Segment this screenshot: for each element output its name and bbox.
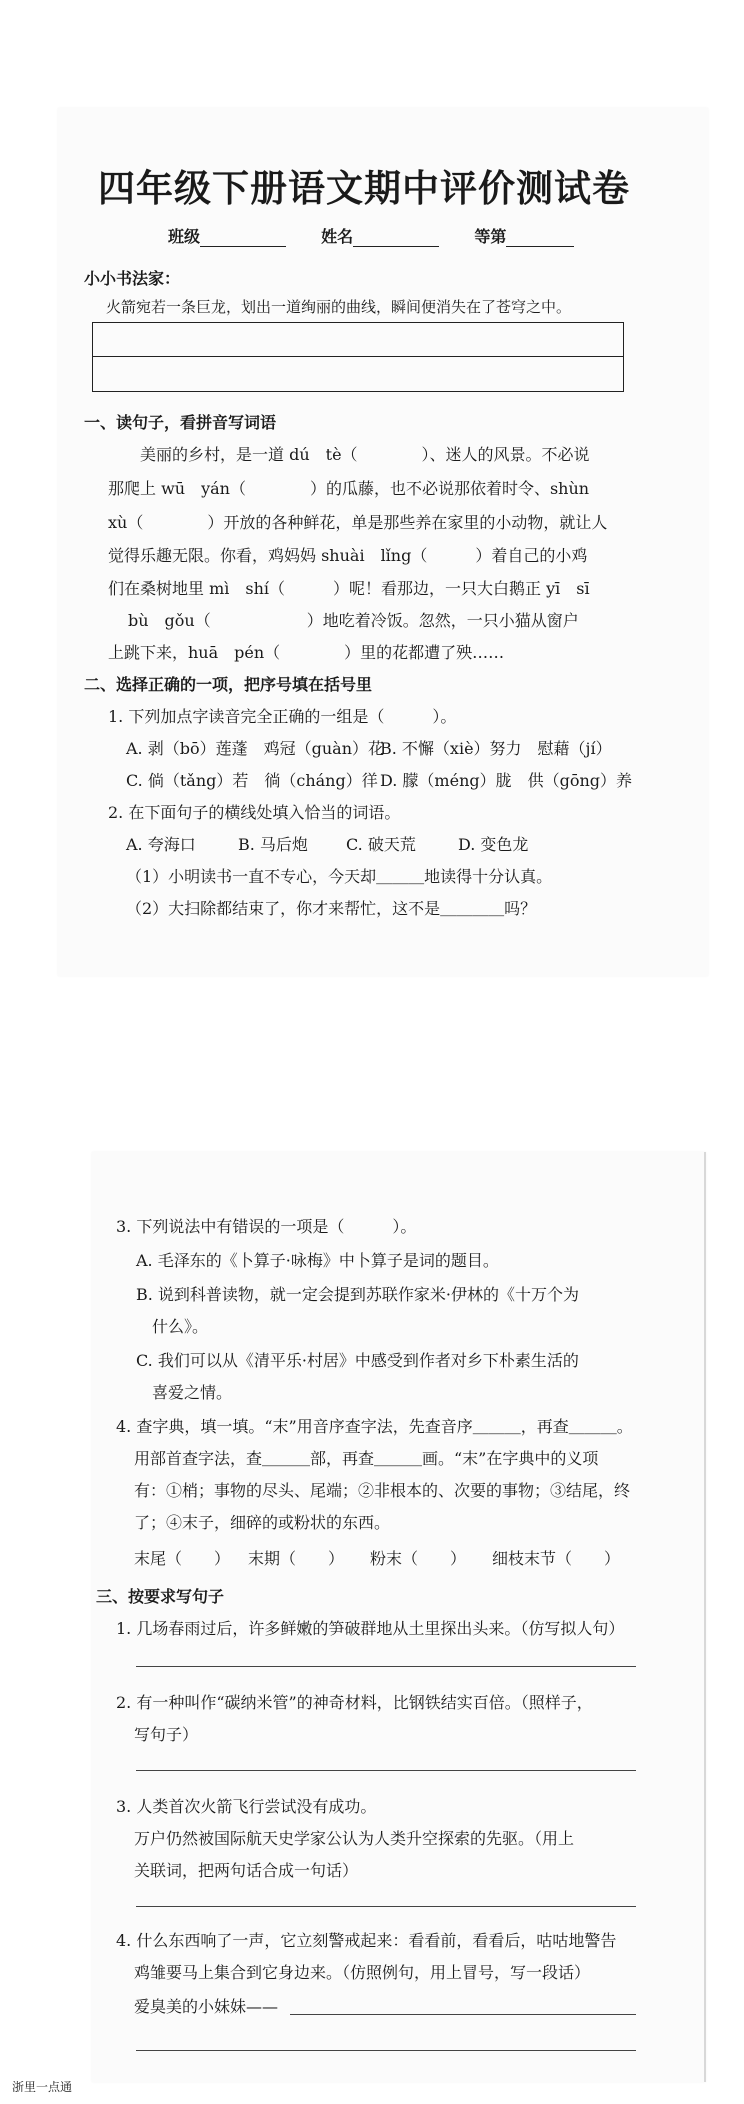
section1-heading: 一、读句子，看拼音写词语 [84,413,277,432]
exam-title: 四年级下册语文期中评价测试卷 [98,167,630,210]
word-option: A. 夸海口 [126,835,196,854]
mc-option: A. 毛泽东的《卜算子·咏梅》中卜算子是词的题目。 [136,1251,499,1270]
meaning-choice: 末尾（ ） [134,1549,231,1568]
meaning-choice: 末期（ ） [248,1549,345,1568]
pinyin-line: 上跳下来，huā pén（ ）里的花都遭了殃…… [108,643,505,662]
dictionary-question: 4. 查字典，填一填。“末”用音序查字法，先查音序＿＿＿，再查＿＿＿。 [116,1417,633,1436]
dictionary-question-cont: 了；④末子，细碎的或粉状的东西。 [134,1513,391,1532]
class-label: 班级 [168,227,201,246]
grade-field[interactable] [506,230,574,247]
pinyin-line: xù（ ）开放的各种鲜花，单是那些养在家里的小动物，就让人 [108,513,608,532]
watermark-text: 浙里一点通 [12,2080,73,2094]
mc-option-cont: 喜爱之情。 [152,1383,233,1402]
pinyin-line: 美丽的乡村，是一道 dú tè（ ）、迷人的风景。不必说 [140,445,590,464]
answer-line[interactable] [136,1666,636,1667]
rewrite-prompt: 爱臭美的小妹妹—— [134,1997,279,2016]
pinyin-line: bù gǒu（ ）地吃着冷饭。忽然，一只小猫从窗户 [128,611,579,630]
rewrite-question-2-cont: 写句子） [134,1725,199,1744]
calligraphy-heading: 小小书法家： [84,269,181,288]
fill-sentence-1: （1）小明读书一直不专心，今天却＿＿＿地读得十分认真。 [126,867,553,886]
mc-option: A. 剥（bō）莲蓬 鸡冠（guàn）花 [126,739,384,758]
word-option: C. 破天荒 [346,835,416,854]
word-option: B. 马后炮 [238,835,308,854]
answer-line[interactable] [290,2014,636,2015]
mc-question-1: 1. 下列加点字读音完全正确的一组是（ ）。 [108,707,457,726]
mc-option-cont: 什么》。 [152,1317,209,1336]
section3-heading: 三、按要求写句子 [96,1587,225,1606]
pinyin-line: 觉得乐趣无限。你看，鸡妈妈 shuài lǐng（ ）着自己的小鸡 [108,546,588,565]
mc-question-2: 2. 在下面句子的横线处填入恰当的词语。 [108,803,401,822]
class-field[interactable] [200,230,286,247]
dictionary-question-cont: 用部首查字法，查＿＿＿部，再查＿＿＿画。“末”在字典中的义项 [134,1449,599,1468]
meaning-choice: 粉末（ ） [370,1549,467,1568]
mc-option: B. 说到科普读物，就一定会提到苏联作家米·伊林的《十万个为 [136,1285,580,1304]
pinyin-line: 那爬上 wū yán（ ）的瓜藤，也不必说那依着时令、shùn [108,479,590,498]
mc-question-3: 3. 下列说法中有错误的一项是（ ）。 [116,1217,417,1236]
rewrite-question-4-cont: 鸡雏要马上集合到它身边来。（仿照例句，用上冒号，写一段话） [134,1963,591,1982]
meaning-choice: 细枝末节（ ） [492,1549,621,1568]
rewrite-question-1: 1. 几场春雨过后，许多鲜嫩的笋破群地从土里探出头来。（仿写拟人句） [116,1619,625,1638]
dictionary-question-cont: 有：①梢；事物的尽头、尾端；②非根本的、次要的事物；③结尾，终 [134,1481,631,1500]
rewrite-question-3: 3. 人类首次火箭飞行尝试没有成功。 [116,1797,377,1816]
mc-option: D. 朦（méng）胧 供（gōng）养 [380,771,633,790]
mc-option: C. 我们可以从《清平乐·村居》中感受到作者对乡下朴素生活的 [136,1351,579,1370]
name-label: 姓名 [321,227,354,246]
rewrite-question-3-cont: 关联词，把两句话合成一句话） [134,1861,359,1880]
answer-line[interactable] [136,2050,636,2051]
mc-option: C. 倘（tǎng）若 徜（cháng）徉 [126,771,378,790]
answer-line[interactable] [136,1770,636,1771]
calligraphy-writing-box[interactable] [92,322,624,392]
rewrite-question-2: 2. 有一种叫作“碳纳米管”的神奇材料，比钢铁结实百倍。（照样子， [116,1693,593,1712]
calligraphy-sentence: 火箭宛若一条巨龙，划出一道绚丽的曲线，瞬间便消失在了苍穹之中。 [106,298,572,316]
pinyin-line: 们在桑树地里 mì shí（ ）呢！看那边，一只大白鹅正 yī sī [108,579,590,598]
rewrite-question-4: 4. 什么东西响了一声，它立刻警戒起来：看看前，看看后，咕咕地警告 [116,1931,617,1950]
answer-line[interactable] [136,1906,636,1907]
word-option: D. 变色龙 [458,835,529,854]
section2-heading: 二、选择正确的一项，把序号填在括号里 [84,675,373,694]
grade-label: 等第 [474,227,507,246]
fill-sentence-2: （2）大扫除都结束了，你才来帮忙，这不是＿＿＿＿吗？ [126,899,537,918]
rewrite-question-3-cont: 万户仍然被国际航天史学家公认为人类升空探索的先驱。（用上 [134,1829,575,1848]
student-info-row [168,224,574,247]
name-field[interactable] [353,230,439,247]
mc-option: B. 不懈（xiè）努力 慰藉（jí） [380,739,612,758]
